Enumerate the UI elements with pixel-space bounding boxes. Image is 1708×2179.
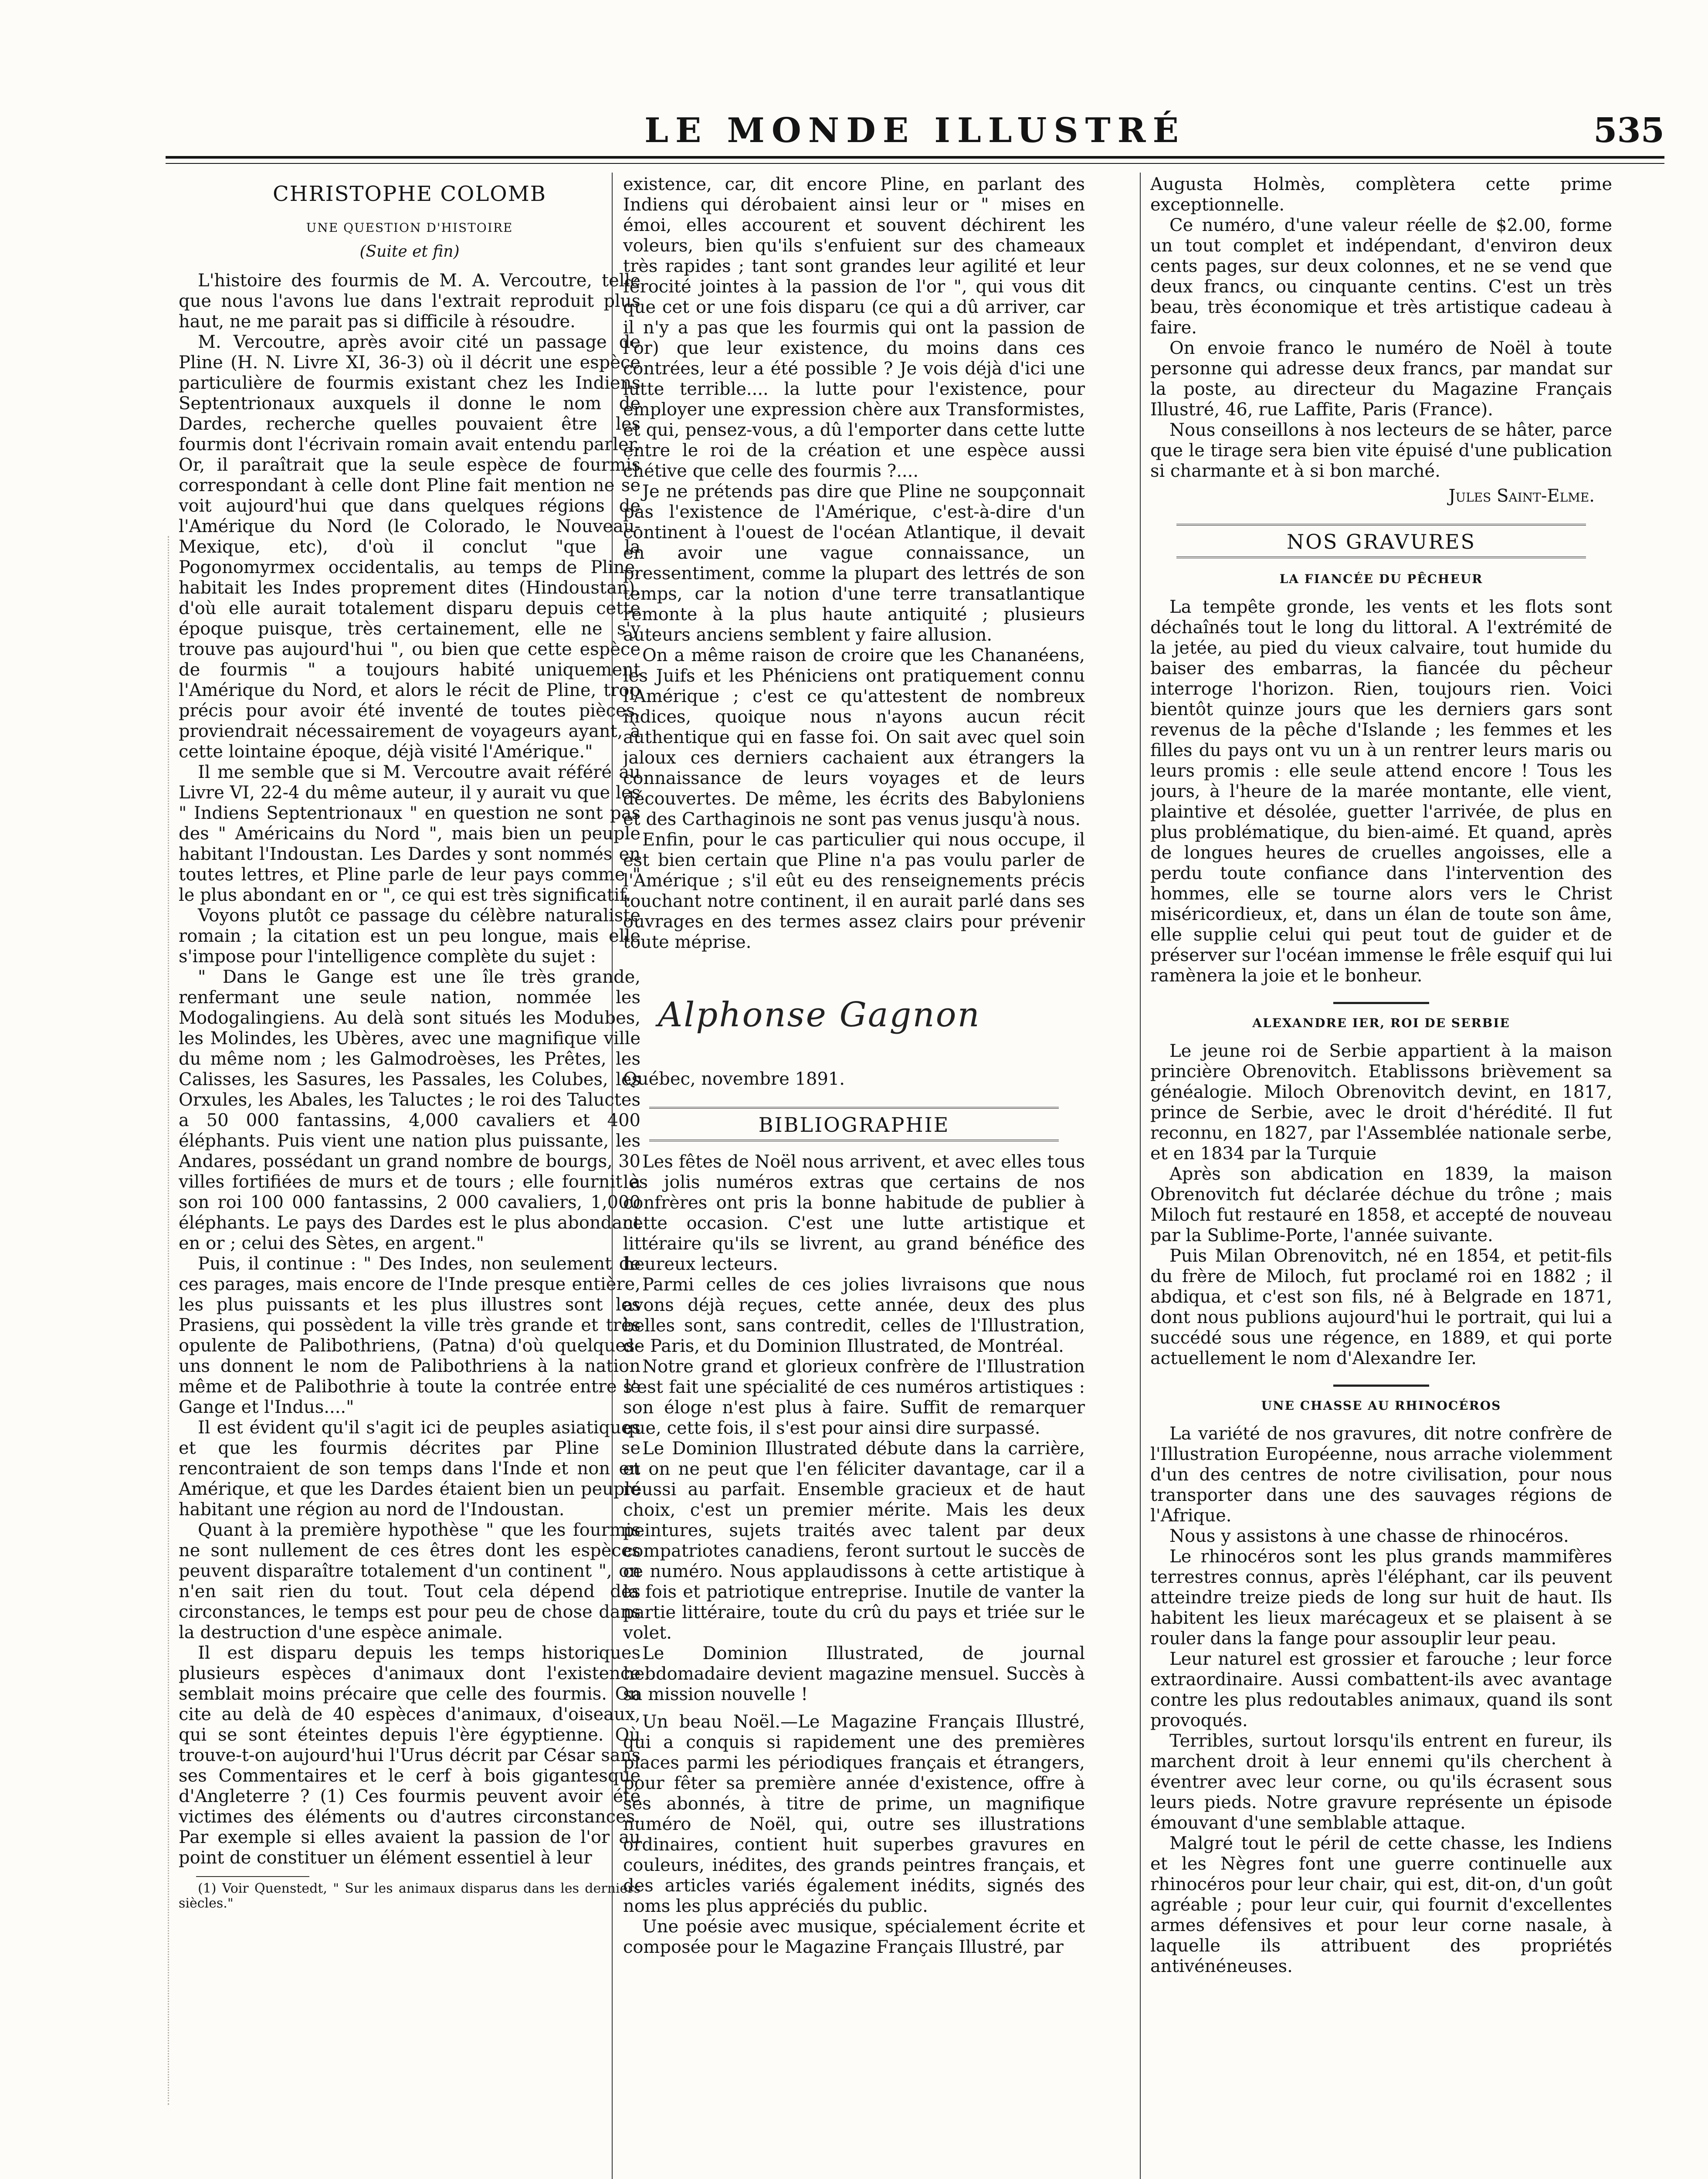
masthead-rule xyxy=(166,156,1664,159)
paragraph: Il est évident qu'il s'agit ici de peuples asiatiques et que les fourmis décrites par Pline se rencontraient de son temps dans l'Inde et non en Amérique, et que les Dardes étaient bien un peuple habitant une région au nord de l'Indoustan. xyxy=(179,1418,640,1520)
paragraph: existence, car, dit encore Pline, en parlant des Indiens qui dérobaient ainsi leur or " mises en émoi, elles accourent et souvent déchirent les voleurs, bien qu'ils s'enfuient sur des chameaux très rapides ; tant sont grandes leur agilité et leur férocité jointes à la passion de l'or ", qui vous dit que cet or une fois disparu (ce qui a dû arriver, car il n'y a pas que les fourmis qui ont la passion de l'or) que leur existence, du moins dans ces contrées, leur a été possible ? Je vois déjà d'ici une lutte terrible.... la lutte pour l'existence, pour employer une expression chère aux Transformistes, et qui, pensez-vous, a dû l'emporter dans cette lutte entre le roi de la création et une espèce aussi chétive que celle des fourmis ?.... xyxy=(623,174,1085,481)
paragraph: Après son abdication en 1839, la maison Obrenovitch fut déclarée déchue du trône ; mais Miloch fut restauré en 1858, et accepté de nouveau par la Sublime-Porte, l'année suivante. xyxy=(1150,1164,1612,1246)
article-title: CHRISTOPHE COLOMB xyxy=(272,182,547,206)
paragraph: Nous conseillons à nos lecteurs de se hâter, parce que le tirage sera bien vite épuisé d'une publication si charmante et à si bon marché. xyxy=(1150,420,1612,481)
paragraph: Puis Milan Obrenovitch, né en 1854, et petit-fils du frère de Miloch, fut proclamé roi en 1882 ; il abdiqua, et c'est son fils, né à Belgrade en 1871, dont nous publions aujourd'hui le portrait, qui lui a succédé sous une régence, en 1889, et qui porte actuellement le nom d'Alexandre Ier. xyxy=(1150,1246,1612,1368)
paragraph: M. Vercoutre, après avoir cité un passage de Pline (H. N. Livre XI, 36-3) où il décrit une espèce particulière de fourmis existant chez les Indiens Septentrionaux auxquels il donne le nom de Dardes, recherche quelles pouvaient être les fourmis dont l'écrivain romain avait entendu parler. Or, il paraîtrait que la seule espèce de fourmis correspondant à celle dont Pline fait mention ne se voit aujourd'hui que dans quelques régions de l'Amérique du Nord (le Colorado, le Nouveau-Mexique, etc), d'où il conclut "que la Pogonomyrmex occidentalis, au temps de Pline, habitait les Indes proprement dites (Hindoustan), d'où elle aurait totalement disparu depuis cette époque puisque, très certainement, elle ne s'y trouve pas aujourd'hui ", ou bien que cette espèce de fourmis " a toujours habité uniquement l'Amérique du Nord, et alors le récit de Pline, trop précis pour avoir été inventé de toutes pièces, proviendrait nécessairement de voyageurs ayant, à cette lointaine époque, déjà visité l'Amérique." xyxy=(179,332,640,762)
paragraph: Je ne prétends pas dire que Pline ne soupçonnait pas l'existence de l'Amérique, c'est-à-dire d'un continent à l'ouest de l'océan Atlantique, il devait en avoir une vague connaissance, un pressentiment, comme la plupart des lettrés de son temps, car la notion d'une terre transatlantique remonte à la plus haute antiquité ; plusieurs auteurs anciens semblent y faire allusion. xyxy=(623,482,1085,645)
column-divider xyxy=(1140,173,1141,2179)
separator-rule xyxy=(1333,1002,1429,1004)
margin-perforation xyxy=(168,536,173,2105)
subsection-title: ALEXANDRE IER, ROI DE SERBIE xyxy=(1252,1016,1510,1030)
article-note: (Suite et fin) xyxy=(359,243,460,261)
paragraph: On a même raison de croire que les Chananéens, les Juifs et les Phéniciens ont pratiquement connu l'Amérique ; c'est ce qu'attestent de nombreux indices, quoique nous n'ayons aucun récit authentique qui en fasse foi. On sait avec quel soin jaloux ces derniers cachaient aux étrangers la connaissance de leurs voyages et de leurs découvertes. De même, les écrits des Babyloniens et des Carthaginois ne sont pas venus jusqu'à nous. xyxy=(623,645,1085,829)
masthead-rule-thin xyxy=(166,163,1664,164)
paragraph: Enfin, pour le cas particulier qui nous occupe, il est bien certain que Pline n'a pas voulu parler de l'Amérique ; s'il eût eu des renseignements précis touchant notre continent, il en aurait parlé dans ses ouvrages en des termes assez clairs pour prévenir toute méprise. xyxy=(623,830,1085,952)
paragraph: Malgré tout le péril de cette chasse, les Indiens et les Nègres font une guerre continuelle aux rhinocéros pour leur chair, qui est, dit-on, d'un goût agréable ; pour leur cuir, qui fournit d'excellentes armes défensives et pour leur corne nasale, à laquelle ils attribuent des propriétés antivénéneuses. xyxy=(1150,1833,1612,1976)
dateline: Québec, novembre 1891. xyxy=(623,1069,845,1089)
paragraph: Ce numéro, d'une valeur réelle de $2.00, forme un tout complet et indépendant, d'environ deux cents pages, sur deux colonnes, et ne se vend que deux francs, ou cinquante centins. C'est un très beau, très économique et très artistique cadeau à faire. xyxy=(1150,215,1612,338)
paragraph: Il est disparu depuis les temps historiques plusieurs espèces d'animaux dont l'existence semblait moins précaire que celle des fourmis. On cite au delà de 40 espèces d'animaux, d'oiseaux, qui se sont éteintes depuis l'ère égyptienne. Où trouve-t-on aujourd'hui l'Urus décrit par César sans ses Commentaires et le cerf à bois gigantesque d'Angleterre ? (1) Ces fourmis peuvent avoir été victimes des éléments ou d'autres circonstances. Par exemple si elles avaient la passion de l'or au point de constituer un élément essentiel à leur xyxy=(179,1643,640,1868)
paragraph: Leur naturel est grossier et farouche ; leur force extraordinaire. Aussi combattent-ils avec avantage contre les plus redoutables animaux, quand ils sont provoqués. xyxy=(1150,1649,1612,1731)
subsection-title: LA FIANCÉE DU PÊCHEUR xyxy=(1279,572,1483,586)
paragraph: Notre grand et glorieux confrère de l'Illustration s'est fait une spécialité de ces numéros artistiques : son éloge n'est plus à faire. Suffit de remarquer que, cette fois, il s'est pour ainsi dire surpassé. xyxy=(623,1357,1085,1438)
author-signature: Alphonse Gagnon xyxy=(658,995,981,1035)
masthead xyxy=(166,103,1664,155)
column-3 xyxy=(1150,174,1612,2179)
paragraph: Un beau Noël.—Le Magazine Français Illustré, qui a conquis si rapidement une des premières places parmi les périodiques français et étrangers, pour fêter sa première année d'existence, offre à ses abonnés, à titre de prime, un magnifique numéro de Noël, qui, outre ses illustrations ordinaires, contient huit superbes gravures en couleurs, inédites, des grands peintres français, et des articles variés également inédits, signés des noms les plus appréciés du public. xyxy=(623,1712,1085,1916)
page-number: 535 xyxy=(1593,111,1664,150)
paragraph: Une poésie avec musique, spécialement écrite et composée pour le Magazine Français Illustré, par xyxy=(623,1917,1085,1957)
paragraph: Le jeune roi de Serbie appartient à la maison princière Obrenovitch. Etablissons brièvement sa généalogie. Miloch Obrenovitch devint, en 1817, prince de Serbie, avec le droit d'hérédité. Il fut reconnu, en 1827, par l'Assemblée nationale serbe, et en 1834 par la Turquie xyxy=(1150,1041,1612,1164)
paragraph: L'histoire des fourmis de M. A. Vercoutre, telle que nous l'avons lue dans l'extrait reproduit plus haut, ne me parait pas si difficile à résoudre. xyxy=(179,271,640,332)
footnote: (1) Voir Quenstedt, " Sur les animaux disparus dans les derniers siècles." xyxy=(179,1881,640,1911)
paragraph: Le Dominion Illustrated débute dans la carrière, et on ne peut que l'en féliciter davantage, car il a réussi au parfait. Ensemble gracieux et de haut choix, c'est un premier mérite. Mais les deux peintures, sujets traités avec talent par deux compatriotes canadiens, feront surtout le succès de ce numéro. Nous applaudissons à cette artistique à la fois et patriotique entreprise. Inutile de vanter la partie littéraire, toute du crû du pays et triée sur le volet. xyxy=(623,1439,1085,1643)
paragraph: Terribles, surtout lorsqu'ils entrent en fureur, ils marchent droit à leur ennemi qu'ils cherchent à éventrer avec leur corne, ou qu'ils écrasent sous leurs pieds. Notre gravure représente un épisode émouvant d'une semblable attaque. xyxy=(1150,1731,1612,1833)
column-2 xyxy=(623,174,1085,2179)
separator-rule xyxy=(1333,1385,1429,1387)
paragraph: Augusta Holmès, complètera cette prime exceptionnelle. xyxy=(1150,174,1612,215)
paragraph: Les fêtes de Noël nous arrivent, et avec elles tous les jolis numéros extras que certains de nos confrères ont pris la bonne habitude de publier à cette occasion. C'est une lutte artistique et littéraire qu'ils se livrent, au grand bénéfice des heureux lecteurs. xyxy=(623,1152,1085,1274)
paragraph: La variété de nos gravures, dit notre confrère de l'Illustration Européenne, nous arrache violemment d'un des centres de notre civilisation, pour nous transporter dans une des sauvages régions de l'Afrique. xyxy=(1150,1424,1612,1526)
paragraph: La tempête gronde, les vents et les flots sont déchaînés tout le long du littoral. A l'extrémité de la jetée, au pied du vieux calvaire, tout humide du baiser des embarras, la fiancée du pêcheur interroge l'horizon. Rien, toujours rien. Voici bientôt quinze jours que les derniers gars sont revenus de la pêche d'Islande ; les femmes et les filles du pays ont vu un à un rentrer leurs maris ou leurs promis : elle seule attend encore ! Tous les jours, à l'heure de la marée montante, elle vient, plaintive et désolée, guetter l'arrivée, de plus en plus problématique, du bien-aimé. Et quand, après de longues heures de cruelles angoisses, elle a perdu toute confiance dans l'intervention des hommes, elle se tourne alors vers le Christ miséricordieux, et, dans un élan de toute son âme, elle supplie celui qui peut tout de guider et de préserver sur l'océan immense le frêle esquif qui lui ramènera la joie et le bonheur. xyxy=(1150,597,1612,986)
subsection-title: UNE CHASSE AU RHINOCÉROS xyxy=(1261,1398,1501,1413)
paragraph: Le rhinocéros sont les plus grands mammifères terrestres connus, après l'éléphant, car ils peuvent atteindre treize pieds de long sur huit de haut. Ils habitent les lieux marécageux et se plaisent à se rouler dans la fange pour assouplir leur peau. xyxy=(1150,1547,1612,1649)
article-subtitle: UNE QUESTION D'HISTOIRE xyxy=(306,221,513,235)
paragraph: Nous y assistons à une chasse de rhinocéros. xyxy=(1169,1526,1569,1546)
paragraph: Le Dominion Illustrated, de journal hebdomadaire devient magazine mensuel. Succès à sa mission nouvelle ! xyxy=(623,1643,1085,1704)
paragraph: Voyons plutôt ce passage du célèbre naturaliste romain ; la citation est un peu longue, mais elle s'impose pour l'intelligence complète du sujet : xyxy=(179,906,640,967)
footnote-rule xyxy=(196,1876,309,1877)
section-title-nos-gravures: NOS GRAVURES xyxy=(1176,524,1586,558)
paragraph: Puis, il continue : " Des Indes, non seulement de ces parages, mais encore de l'Inde presque entière, les plus puissants et les plus illustres sont les Prasiens, qui possèdent la ville très grande et très opulente de Palibothriens, (Patna) d'où quelques-uns donnent le nom de Palibothriens à la nation même et de Palibothrie à toute la contrée entre le Gange et l'Indus...." xyxy=(179,1254,640,1417)
paragraph: On envoie franco le numéro de Noël à toute personne qui adresse deux francs, par mandat sur la poste, au directeur du Magazine Français Illustré, 46, rue Laffite, Paris (France). xyxy=(1150,338,1612,420)
section-title-bibliographie: BIBLIOGRAPHIE xyxy=(649,1107,1059,1141)
author-signed: Jules Saint-Elme. xyxy=(1448,486,1595,506)
masthead-title: LE MONDE ILLUSTRÉ xyxy=(644,111,1186,150)
column-1 xyxy=(179,174,640,2179)
paragraph: Il me semble que si M. Vercoutre avait référé au Livre VI, 22-4 du même auteur, il y aurait vu que les " Indiens Septentrionaux " en question ne sont pas des " Américains du Nord ", mais bien un peuple habitant l'Indoustan. Les Dardes y sont nommés en toutes lettres, et Pline parle de leur pays comme " le plus abondant en or ", ce qui est très significatif. xyxy=(179,762,640,905)
paragraph: Quant à la première hypothèse " que les fourmis ne sont nullement de ces êtres dont les espèces peuvent disparaître totalement d'un continent ", on n'en sait rien du tout. Tout cela dépend des circonstances, le temps est pour peu de chose dans la destruction d'une espèce animale. xyxy=(179,1520,640,1643)
paragraph: " Dans le Gange est une île très grande, renfermant une seule nation, nommée les Modogalingiens. Au delà sont situés les Modubes, les Molindes, les Ubères, avec une magnifique ville du même nom ; les Galmodroèses, les Prêtes, les Calisses, les Sasures, les Passales, les Colubes, les Orxules, les Abales, les Taluctes ; le roi des Taluctes a 50 000 fantassins, 4,000 cavaliers et 400 éléphants. Puis vient une nation plus puissante, les Andares, possédant un grand nombre de bourgs, 30 villes fortifiées de murs et de tours ; elle fournit à son roi 100 000 fantassins, 2 000 cavaliers, 1,000 éléphants. Le pays des Dardes est le plus abondant en or ; celui des Sètes, en argent." xyxy=(179,967,640,1253)
paragraph: Parmi celles de ces jolies livraisons que nous avons déjà reçues, cette année, deux des plus belles sont, sans contredit, celles de l'Illustration, de Paris, et du Dominion Illustrated, de Montréal. xyxy=(623,1275,1085,1356)
